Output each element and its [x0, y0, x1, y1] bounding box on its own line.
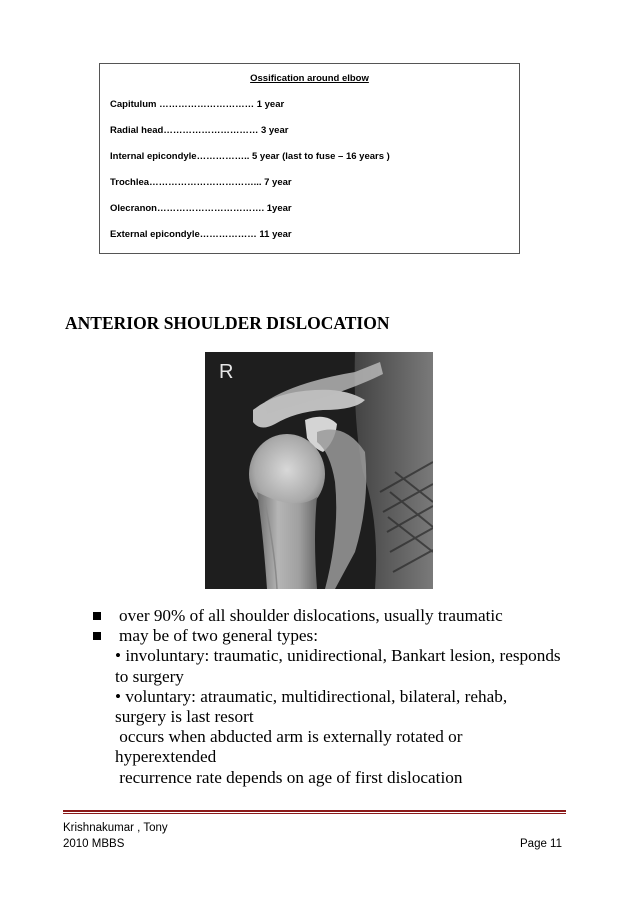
- note-recurrence: recurrence rate depends on age of first dislocation: [115, 767, 463, 787]
- footer-rule: [63, 810, 566, 812]
- ossification-line-olecranon: Olecranon……………………………. 1year: [110, 203, 292, 214]
- xray-side-marker: R: [219, 361, 234, 383]
- ossification-line-capitulum: Capitulum ………………………… 1 year: [110, 99, 285, 110]
- bullet-square-icon: [93, 632, 101, 640]
- bullet-square-icon: [93, 612, 101, 620]
- footer-batch: 2010 MBBS: [63, 838, 125, 850]
- note-mechanism-line2: hyperextended: [115, 747, 217, 767]
- sub-item-voluntary-line1: • voluntary: atraumatic, multidirectional, bilateral, rehab,: [115, 686, 508, 706]
- sub-item-involuntary-line2: to surgery: [115, 666, 184, 686]
- page-number: Page 11: [520, 838, 562, 850]
- ossification-box: [99, 63, 520, 254]
- sub-item-voluntary-line2: surgery is last resort: [115, 707, 254, 727]
- list-item: [93, 626, 573, 646]
- shoulder-xray-image: [205, 352, 433, 589]
- ossification-title: Ossification around elbow: [250, 73, 369, 84]
- ossification-line-external-epicondyle: External epicondyle……………… 11 year: [110, 229, 292, 240]
- ossification-line-internal-epicondyle: Internal epicondyle…………….. 5 year (last to fuse – 16 years ): [110, 151, 390, 162]
- ossification-line-trochlea: Trochlea……………………………... 7 year: [110, 177, 292, 188]
- ossification-line-radial-head: Radial head………………………… 3 year: [110, 125, 289, 136]
- sub-item-involuntary-line1: • involuntary: traumatic, unidirectional, Bankart lesion, responds: [115, 646, 561, 666]
- section-heading: ANTERIOR SHOULDER DISLOCATION: [65, 313, 390, 333]
- list-item: [93, 606, 573, 626]
- note-mechanism-line1: occurs when abducted arm is externally rotated or: [115, 727, 463, 747]
- footer-author: Krishnakumar , Tony: [63, 822, 168, 834]
- bullet-text: over 90% of all shoulder dislocations, usually traumatic: [119, 606, 503, 625]
- bullet-text: may be of two general types:: [119, 626, 319, 646]
- bullet-list: [93, 606, 573, 788]
- footer-rule-thin: [63, 813, 566, 814]
